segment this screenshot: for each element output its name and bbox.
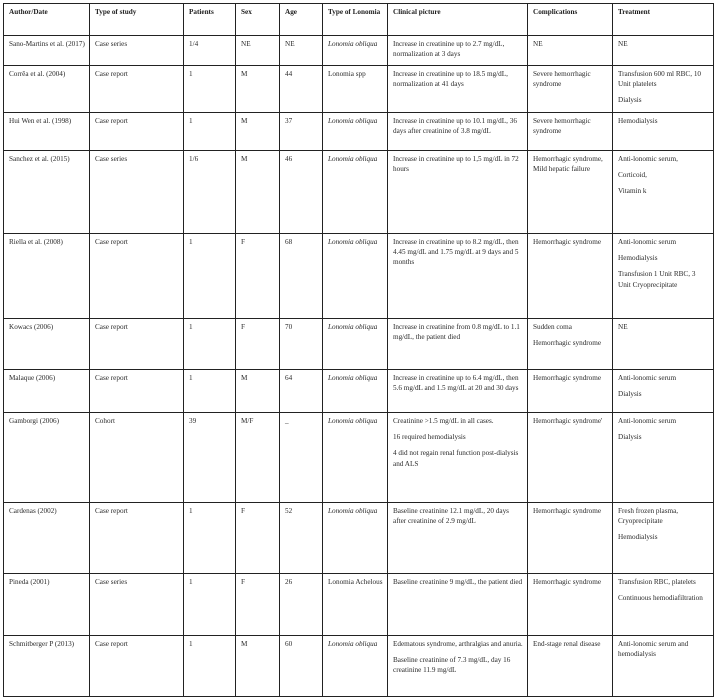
treatment-cell-line: Anti-lonomic serum (618, 417, 677, 425)
treatment-cell (613, 370, 714, 413)
clinical-picture-cell-line: Edematous syndrome, arthralgias and anuria. (393, 640, 523, 648)
clinical-picture-cell-line: Increase in creatinine up to 1,5 mg/dL in 72 hours (393, 155, 519, 174)
study-type-cell: Case report (90, 66, 184, 113)
lonomia-type-cell: Lonomia obliqua (323, 36, 388, 66)
lonomia-renal-table (3, 3, 714, 697)
treatment-cell-line: Hemodialysis (618, 117, 658, 125)
lonomia-type-cell: Lonomia obliqua (323, 370, 388, 413)
treatment-cell (613, 319, 714, 370)
study-type-cell: Case report (90, 234, 184, 319)
clinical-picture-cell-line: 4 did not regain renal function post-dialysis and ALS (393, 449, 519, 468)
age-cell: 68 (280, 234, 323, 319)
lonomia-type-cell: Lonomia obliqua (323, 636, 388, 697)
clinical-picture-cell-line: Increase in creatinine up to 10.1 mg/dL, 36 days after creatinine of 3.8 mg/dL (393, 117, 517, 136)
header-clinical: Clinical picture (388, 4, 528, 36)
sex-cell: F (236, 319, 280, 370)
complications-cell (528, 503, 613, 574)
complications-cell (528, 636, 613, 697)
treatment-cell-line: Dialysis (618, 433, 642, 442)
author-cell: Corrêa et al. (2004) (4, 66, 90, 113)
clinical-picture-cell-line: Increase in creatinine up to 6.4 mg/dL, then 5.6 mg/dL and 1.5 mg/dL at 20 and 30 days (393, 374, 519, 393)
treatment-cell (613, 151, 714, 234)
complications-cell-line: Hemorrhagic syndrome (533, 339, 602, 348)
treatment-cell (613, 36, 714, 66)
author-cell: Cardenas (2002) (4, 503, 90, 574)
study-type-cell: Case report (90, 319, 184, 370)
header-study: Type of study (90, 4, 184, 36)
complications-cell-line: Hemorrhagic syndrome, Mild hepatic failure (533, 155, 603, 174)
author-cell: Schmitberger P (2013) (4, 636, 90, 697)
treatment-cell (613, 66, 714, 113)
study-type-cell: Case series (90, 151, 184, 234)
clinical-picture-cell (388, 113, 528, 151)
treatment-cell-line: Anti-lonomic serum and hemodialysis (618, 640, 689, 659)
patients-cell: 1/6 (184, 151, 236, 234)
complications-cell-line: Hemorrhagic syndrome' (533, 417, 603, 425)
sex-cell: F (236, 574, 280, 636)
complications-cell-line: Hemorrhagic syndrome (533, 238, 602, 246)
complications-cell (528, 36, 613, 66)
sex-cell: M (236, 66, 280, 113)
study-type-cell: Case report (90, 503, 184, 574)
header-age: Age (280, 4, 323, 36)
lonomia-type-cell: Lonomia obliqua (323, 113, 388, 151)
sex-cell: F (236, 234, 280, 319)
table-row (4, 503, 714, 574)
study-type-cell: Case report (90, 370, 184, 413)
treatment-cell (613, 574, 714, 636)
sex-cell: M/F (236, 413, 280, 503)
header-complications: Complications (528, 4, 613, 36)
complications-cell (528, 113, 613, 151)
age-cell: 37 (280, 113, 323, 151)
header-treatment: Treatment (613, 4, 714, 36)
complications-cell-line: End-stage renal disease (533, 640, 601, 648)
header-sex: Sex (236, 4, 280, 36)
complications-cell-line: NE (533, 40, 543, 48)
treatment-cell-line: Transfusion RBC, platelets (618, 578, 696, 586)
table-row (4, 234, 714, 319)
treatment-cell-line: Transfusion 600 ml RBC, 10 Unit platelets (618, 70, 702, 89)
complications-cell-line: Severe hemorrhagic syndrome (533, 117, 591, 136)
treatment-cell (613, 636, 714, 697)
clinical-picture-cell (388, 503, 528, 574)
sex-cell: M (236, 370, 280, 413)
patients-cell: 1 (184, 113, 236, 151)
header-row (4, 4, 714, 36)
table-row (4, 151, 714, 234)
complications-cell (528, 151, 613, 234)
clinical-picture-cell (388, 319, 528, 370)
sex-cell: F (236, 503, 280, 574)
complications-cell (528, 574, 613, 636)
patients-cell: 1 (184, 574, 236, 636)
author-cell: Sano-Martins et al. (2017) (4, 36, 90, 66)
clinical-picture-cell-line: 16 required hemodialysis (393, 433, 466, 442)
study-type-cell: Case report (90, 113, 184, 151)
clinical-picture-cell-line: Baseline creatinine of 7.3 mg/dL, day 16 creatinine 11.9 mg/dL (393, 656, 511, 675)
treatment-cell-line: Continuous hemodiafiltration (618, 594, 703, 603)
treatment-cell-line: Dialysis (618, 390, 642, 399)
clinical-picture-cell (388, 370, 528, 413)
author-cell: Malaque (2006) (4, 370, 90, 413)
clinical-picture-cell (388, 66, 528, 113)
clinical-picture-cell (388, 574, 528, 636)
author-cell: Sanchez et al. (2015) (4, 151, 90, 234)
treatment-cell-line: Anti-lonomic serum (618, 238, 677, 246)
age-cell: 60 (280, 636, 323, 697)
table-row (4, 574, 714, 636)
treatment-cell-line: NE (618, 323, 628, 331)
age-cell: _ (280, 413, 323, 503)
treatment-cell-line: Fresh frozen plasma, Cryoprecipitate (618, 507, 679, 526)
treatment-cell-line: Hemodialysis (618, 533, 658, 542)
complications-cell-line: Hemorrhagic syndrome (533, 578, 602, 586)
lonomia-type-cell: Lonomia obliqua (323, 413, 388, 503)
lonomia-type-cell: Lonomia Achelous (323, 574, 388, 636)
sex-cell: M (236, 151, 280, 234)
patients-cell: 1 (184, 234, 236, 319)
table-row (4, 113, 714, 151)
clinical-picture-cell-line: Increase in creatinine up to 8.2 mg/dL, then 4.45 mg/dL and 1.75 mg/dL at 9 days and 5 months (393, 238, 519, 267)
table-row (4, 636, 714, 697)
clinical-picture-cell-line: Increase in creatinine up to 2.7 mg/dL, normalization at 3 days (393, 40, 505, 59)
complications-cell-line: Hemorrhagic syndrome (533, 374, 602, 382)
sex-cell: M (236, 636, 280, 697)
author-cell: Riella et al. (2008) (4, 234, 90, 319)
study-type-cell: Case report (90, 636, 184, 697)
patients-cell: 1 (184, 503, 236, 574)
complications-cell-line: Sudden coma (533, 323, 572, 331)
author-cell: Kowacs (2006) (4, 319, 90, 370)
header-lonomia: Type of Lonomia (323, 4, 388, 36)
treatment-cell-line: Vitamin k (618, 187, 647, 196)
patients-cell: 1 (184, 370, 236, 413)
age-cell: 64 (280, 370, 323, 413)
sex-cell: M (236, 113, 280, 151)
treatment-cell-line: Corticoid, (618, 171, 647, 180)
table-row (4, 370, 714, 413)
patients-cell: 1/4 (184, 36, 236, 66)
age-cell: 46 (280, 151, 323, 234)
age-cell: NE (280, 36, 323, 66)
complications-cell (528, 66, 613, 113)
clinical-picture-cell-line: Baseline creatinine 12.1 mg/dL, 20 days after creatinine of 2.9 mg/dL (393, 507, 509, 526)
lonomia-type-cell: Lonomia obliqua (323, 234, 388, 319)
treatment-cell (613, 234, 714, 319)
study-type-cell: Case series (90, 574, 184, 636)
table-row (4, 36, 714, 66)
author-cell: Hui Wen et al. (1998) (4, 113, 90, 151)
lonomia-type-cell: Lonomia obliqua (323, 503, 388, 574)
complications-cell-line: Severe hemorrhagic syndrome (533, 70, 591, 89)
age-cell: 44 (280, 66, 323, 113)
lonomia-type-cell: Lonomia obliqua (323, 319, 388, 370)
age-cell: 26 (280, 574, 323, 636)
clinical-picture-cell (388, 636, 528, 697)
clinical-picture-cell (388, 36, 528, 66)
clinical-picture-cell-line: Creatinine >1.5 mg/dL in all cases. (393, 417, 494, 425)
patients-cell: 39 (184, 413, 236, 503)
header-patients: Patients (184, 4, 236, 36)
clinical-picture-cell (388, 234, 528, 319)
treatment-cell (613, 413, 714, 503)
lonomia-type-cell: Lonomia obliqua (323, 151, 388, 234)
treatment-cell-line: Hemodialysis (618, 254, 658, 263)
author-cell: Gamborgi (2006) (4, 413, 90, 503)
treatment-cell-line: Transfusion 1 Unit RBC, 3 Unit Cryoprecipitate (618, 270, 696, 289)
treatment-cell (613, 503, 714, 574)
table-row (4, 319, 714, 370)
clinical-picture-cell (388, 151, 528, 234)
treatment-cell-line: NE (618, 40, 628, 48)
treatment-cell (613, 113, 714, 151)
study-type-cell: Case series (90, 36, 184, 66)
age-cell: 52 (280, 503, 323, 574)
complications-cell (528, 370, 613, 413)
clinical-picture-cell (388, 413, 528, 503)
clinical-picture-cell-line: Increase in creatinine up to 18.5 mg/dL, normalization at 41 days (393, 70, 508, 89)
treatment-cell-line: Anti-lonomic serum (618, 374, 677, 382)
complications-cell (528, 319, 613, 370)
clinical-picture-cell-line: Baseline creatinine 9 mg/dL, the patient died (393, 578, 523, 586)
sex-cell: NE (236, 36, 280, 66)
study-type-cell: Cohort (90, 413, 184, 503)
age-cell: 70 (280, 319, 323, 370)
table-row (4, 66, 714, 113)
treatment-cell-line: Dialysis (618, 96, 642, 105)
clinical-picture-cell-line: Increase in creatinine from 0.8 mg/dL to 1.1 mg/dL, the patient died (393, 323, 520, 342)
complications-cell (528, 413, 613, 503)
treatment-cell-line: Anti-lonomic serum, (618, 155, 678, 163)
author-cell: Pineda (2001) (4, 574, 90, 636)
header-author: Author/Date (4, 4, 90, 36)
complications-cell (528, 234, 613, 319)
lonomia-type-cell: Lonomia spp (323, 66, 388, 113)
patients-cell: 1 (184, 66, 236, 113)
patients-cell: 1 (184, 319, 236, 370)
table-row (4, 413, 714, 503)
complications-cell-line: Hemorrhagic syndrome (533, 507, 602, 515)
patients-cell: 1 (184, 636, 236, 697)
